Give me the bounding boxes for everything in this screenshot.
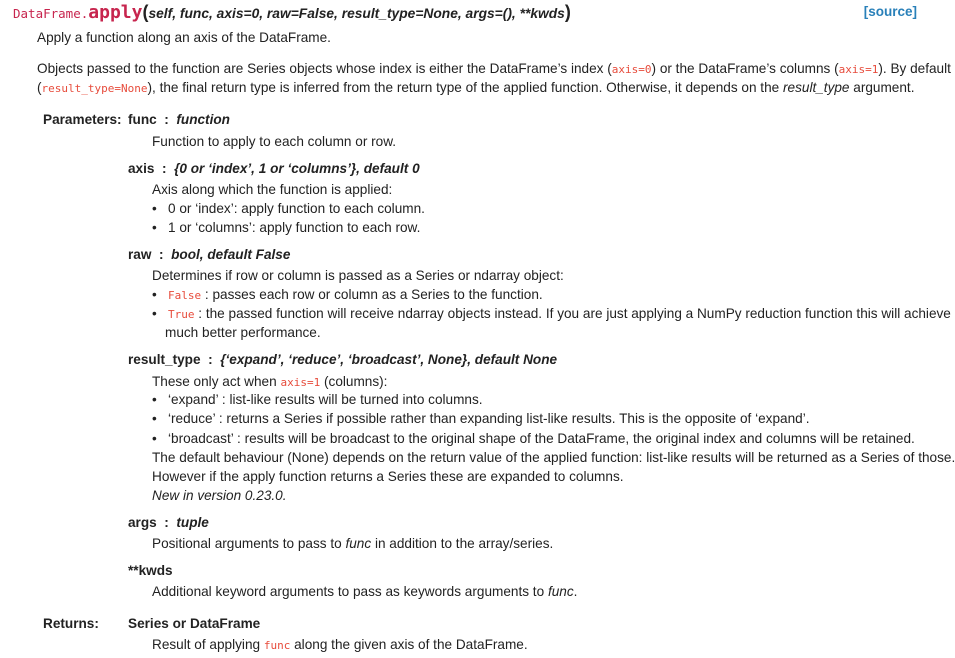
returns-desc: Result of applying func along the given axis of the DataFrame. [152,637,528,652]
code-false: False [168,289,202,302]
list-item: • ‘broadcast’ : results will be broadcast to the original shape of the DataFrame, the original index and columns will be retained. [152,431,915,446]
param-axis-desc: Axis along which the function is applied: [152,182,393,197]
param-kwds-desc: Additional keyword arguments to pass as keywords arguments to func. [152,584,578,599]
list-item: • 0 or ‘index’: apply function to each column. [152,201,425,216]
signature-prefix: DataFrame. [13,6,89,21]
list-item: • ‘reduce’ : returns a Series if possible rather than expanding list-like results. This is the opposite of ‘expand’. [152,411,810,426]
result-type-note-2: However if the apply function returns a Series these are expanded to columns. [152,469,624,484]
param-func-desc: Function to apply to each column or row. [152,134,397,149]
code-func: func [263,639,291,652]
signature-open-paren: ( [142,2,149,22]
param-args-header: args : tuple [128,515,209,530]
returns-label: Returns: [43,616,99,631]
source-link[interactable]: [source] [863,4,917,19]
param-args-desc: Positional arguments to pass to func in addition to the array/series. [152,536,554,551]
parameters-label: Parameters: [43,112,122,127]
description-line-2: (result_type=None), the final return type is inferred from the return type of the applied function. Otherwise, it depends on the result_type argument. [37,80,915,95]
list-item-continuation: much better performance. [165,325,321,340]
list-item: • False : passes each row or column as a Series to the function. [152,287,543,302]
param-axis-header: axis : {0 or ‘index’, 1 or ‘columns’}, default 0 [128,161,420,176]
code-axis-1: axis=1 [280,376,321,389]
param-raw-header: raw : bool, default False [128,247,291,262]
returns-type: Series or DataFrame [128,616,261,631]
param-result-type-desc: These only act when axis=1 (columns): [152,374,388,389]
param-func-header: func : function [128,112,230,127]
signature-name: apply [88,2,143,23]
list-item: • 1 or ‘columns’: apply function to each row. [152,220,421,235]
code-result-type-none: result_type=None [41,82,148,95]
version-note: New in version 0.23.0. [152,488,287,503]
param-result-type-header: result_type : {‘expand’, ‘reduce’, ‘broadcast’, None}, default None [128,352,558,367]
signature-params: self, func, axis=0, raw=False, result_type=None, args=(), **kwds [148,6,565,21]
code-axis-1: axis=1 [838,63,879,76]
signature-close-paren: ) [564,2,571,22]
list-item: • True : the passed function will receive ndarray objects instead. If you are just applying a NumPy reduction function this will achieve [152,306,951,321]
function-signature [13,2,571,23]
code-axis-0: axis=0 [611,63,652,76]
param-raw-desc: Determines if row or column is passed as a Series or ndarray object: [152,268,564,283]
param-kwds-header: **kwds [128,563,173,578]
description-line-1: Objects passed to the function are Series objects whose index is either the DataFrame’s index (axis=0) or the DataFrame’s columns (axis=1). By default [37,61,951,76]
code-true: True [168,308,195,321]
result-type-note-1: The default behaviour (None) depends on the return value of the applied function: list-like results will be returned as a Series of those. [152,450,955,465]
list-item: • ‘expand’ : list-like results will be turned into columns. [152,392,483,407]
summary-text: Apply a function along an axis of the DataFrame. [37,30,331,45]
